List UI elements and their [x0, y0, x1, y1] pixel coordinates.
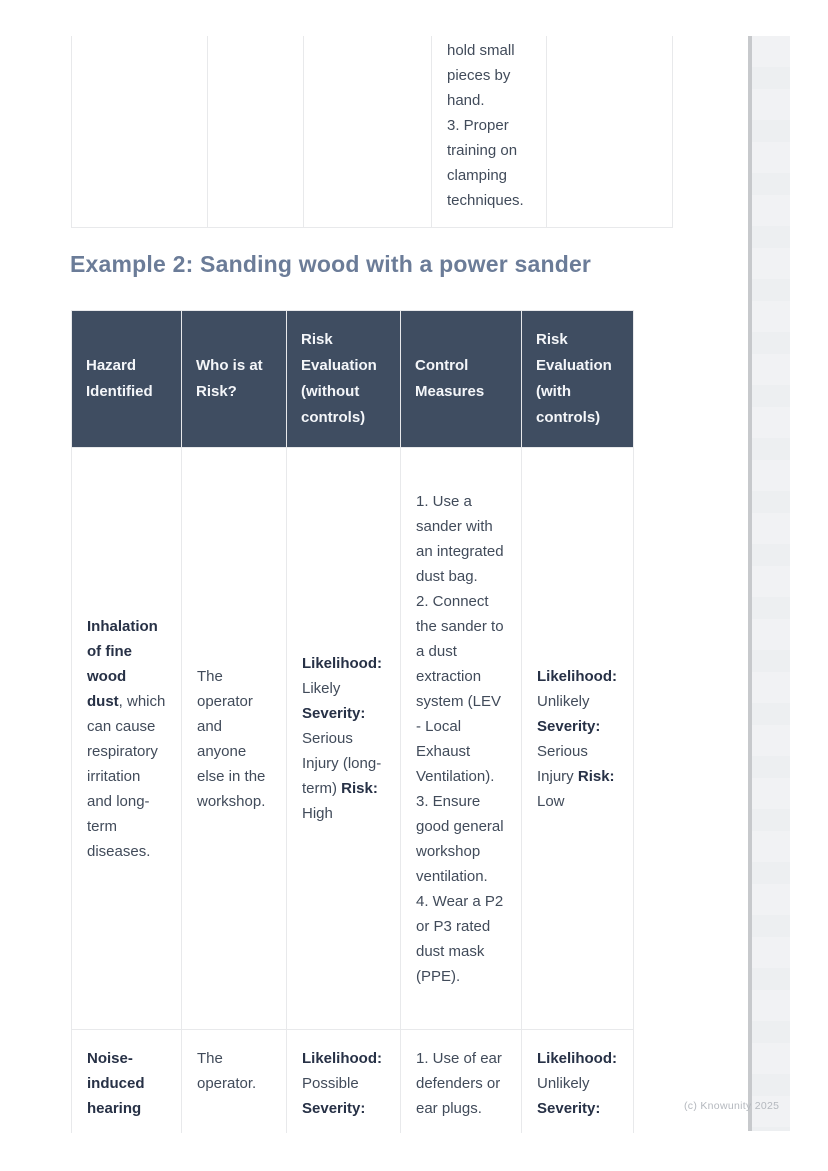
who-at-risk-cell: The operator and anyone else in the workshop. — [182, 448, 287, 1030]
risk-eval-with-cell — [547, 36, 673, 228]
who-at-risk-cell: The operator. — [182, 1030, 287, 1134]
hazard-cell: Noise-induced hearing — [72, 1030, 182, 1134]
table-header-row — [72, 311, 634, 448]
header-hazard-identified: Hazard Identified — [72, 311, 182, 448]
risk-eval-with-cell: Likelihood: Unlikely Severity: — [522, 1030, 634, 1134]
control-measures-cell — [401, 448, 522, 1030]
risk-eval-without-cell: Likelihood: Possible Severity: — [287, 1030, 401, 1134]
control-measures-cell — [401, 1030, 522, 1134]
table-row-noise-hazard — [72, 1030, 634, 1134]
copyright-watermark: (c) Knowunity 2025 — [684, 1100, 780, 1112]
risk-eval-with-cell: Likelihood: Unlikely Severity: Serious Injury Risk: Low — [522, 448, 634, 1030]
hazard-cell: Inhalation of fine wood dust, which can cause respiratory irritation and long-term diseases. — [72, 448, 182, 1030]
risk-eval-without-cell — [304, 36, 432, 228]
scrollbar[interactable] — [748, 36, 752, 1131]
risk-assessment-table — [71, 310, 634, 1133]
control-item: 4. Wear a P2 or P3 rated dust mask (PPE). — [416, 892, 504, 985]
control-item: 3. Proper training on clamping techniques. — [447, 117, 524, 209]
table-row — [72, 36, 673, 228]
control-measures-cell — [432, 36, 547, 228]
control-item: 1. Use a sander with an integrated dust bag. — [416, 492, 504, 585]
risk-eval-without-cell: Likelihood: Likely Severity: Serious Injury (long-term) Risk: High — [287, 448, 401, 1030]
hazard-cell — [72, 36, 208, 228]
table-row-dust-hazard — [72, 448, 634, 1030]
previous-example-table-fragment — [71, 36, 673, 228]
header-risk-eval-with: Risk Evaluation (with controls) — [522, 311, 634, 448]
header-who-is-at-risk: Who is at Risk? — [182, 311, 287, 448]
risk-table-clip — [71, 310, 637, 1133]
who-at-risk-cell — [208, 36, 304, 228]
control-item: 3. Ensure good general workshop ventilation. — [416, 792, 504, 885]
header-risk-eval-without: Risk Evaluation (without controls) — [287, 311, 401, 448]
control-item: 1. Use of ear defenders or ear plugs. — [416, 1050, 502, 1117]
control-item: hold small pieces by hand. — [447, 42, 515, 109]
next-page-preview-strip — [752, 36, 790, 1131]
control-item: 2. Connect the sander to a dust extraction system (LEV - Local Exhaust Ventilation). — [416, 592, 504, 785]
section-heading: Example 2: Sanding wood with a power sander — [70, 251, 592, 277]
header-control-measures: Control Measures — [401, 311, 522, 448]
